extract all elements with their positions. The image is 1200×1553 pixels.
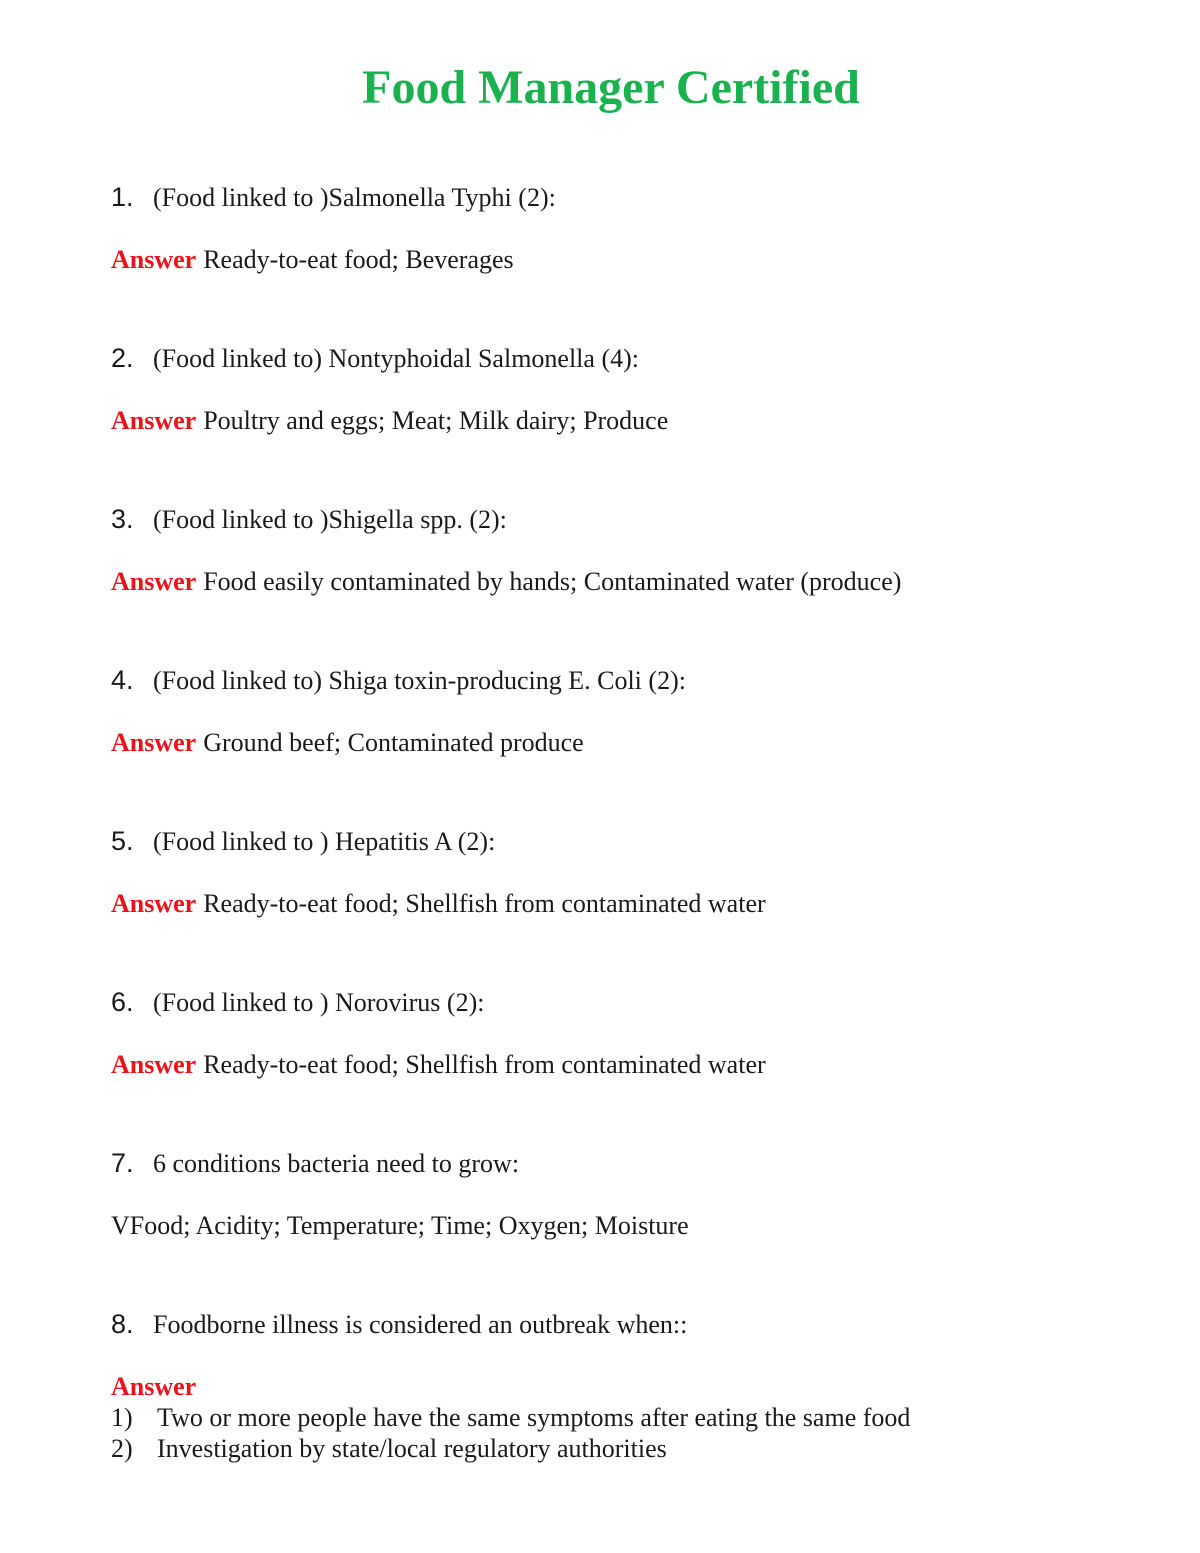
answer-label: Answer — [111, 406, 197, 435]
answer-label: Answer — [111, 567, 197, 596]
answer-7 — [111, 1209, 689, 1243]
question-number: 6. — [111, 987, 134, 1017]
question-text: (Food linked to) Nontyphoidal Salmonella (4): — [153, 344, 639, 373]
question-8 — [111, 1307, 687, 1341]
document-title: Food Manager Certified — [362, 61, 860, 114]
question-5 — [111, 824, 495, 858]
question-number: 1. — [111, 182, 134, 212]
answer-label: Answer — [111, 245, 197, 274]
question-3 — [111, 502, 507, 536]
answer-text: Ready-to-eat food; Beverages — [203, 245, 514, 274]
answer-text: Food easily contaminated by hands; Contaminated water (produce) — [203, 567, 902, 596]
answer-label: Answer — [111, 728, 197, 757]
answer-2 — [111, 404, 668, 438]
list-item — [111, 1433, 910, 1464]
question-4 — [111, 663, 686, 697]
question-text: (Food linked to ) Hepatitis A (2): — [153, 827, 496, 856]
question-number: 7. — [111, 1148, 134, 1178]
question-number: 2. — [111, 343, 134, 373]
question-7 — [111, 1146, 519, 1180]
answer-text: Ground beef; Contaminated produce — [203, 728, 584, 757]
answer-text: VFood; Acidity; Temperature; Time; Oxygen; Moisture — [111, 1211, 689, 1240]
answer-list — [111, 1402, 910, 1464]
question-text: (Food linked to) Shiga toxin-producing E. Coli (2): — [153, 666, 686, 695]
answer-5 — [111, 887, 766, 921]
answer-label: Answer — [111, 1372, 197, 1401]
question-text: (Food linked to ) Norovirus (2): — [153, 988, 485, 1017]
list-marker: 1) — [111, 1403, 133, 1432]
answer-3 — [111, 565, 901, 599]
question-number: 8. — [111, 1309, 134, 1339]
answer-text: Ready-to-eat food; Shellfish from contaminated water — [203, 1050, 766, 1079]
question-2 — [111, 341, 639, 375]
answer-label: Answer — [111, 1050, 197, 1079]
question-text: (Food linked to )Salmonella Typhi (2): — [153, 183, 556, 212]
question-text: (Food linked to )Shigella spp. (2): — [153, 505, 507, 534]
answer-6 — [111, 1048, 766, 1082]
question-6 — [111, 985, 484, 1019]
answer-8 — [111, 1371, 910, 1464]
list-item — [111, 1402, 910, 1433]
question-1 — [111, 180, 556, 214]
answer-4 — [111, 726, 584, 760]
list-marker: 2) — [111, 1434, 133, 1463]
answer-text: Ready-to-eat food; Shellfish from contaminated water — [203, 889, 766, 918]
question-text: Foodborne illness is considered an outbreak when:: — [153, 1310, 688, 1339]
question-number: 5. — [111, 826, 134, 856]
answer-text: Poultry and eggs; Meat; Milk dairy; Produce — [203, 406, 669, 435]
answer-1 — [111, 243, 514, 277]
answer-label: Answer — [111, 889, 197, 918]
list-item-text: Investigation by state/local regulatory authorities — [157, 1434, 667, 1463]
question-text: 6 conditions bacteria need to grow: — [153, 1149, 520, 1178]
question-number: 3. — [111, 504, 134, 534]
list-item-text: Two or more people have the same symptoms after eating the same food — [157, 1403, 911, 1432]
question-number: 4. — [111, 665, 134, 695]
